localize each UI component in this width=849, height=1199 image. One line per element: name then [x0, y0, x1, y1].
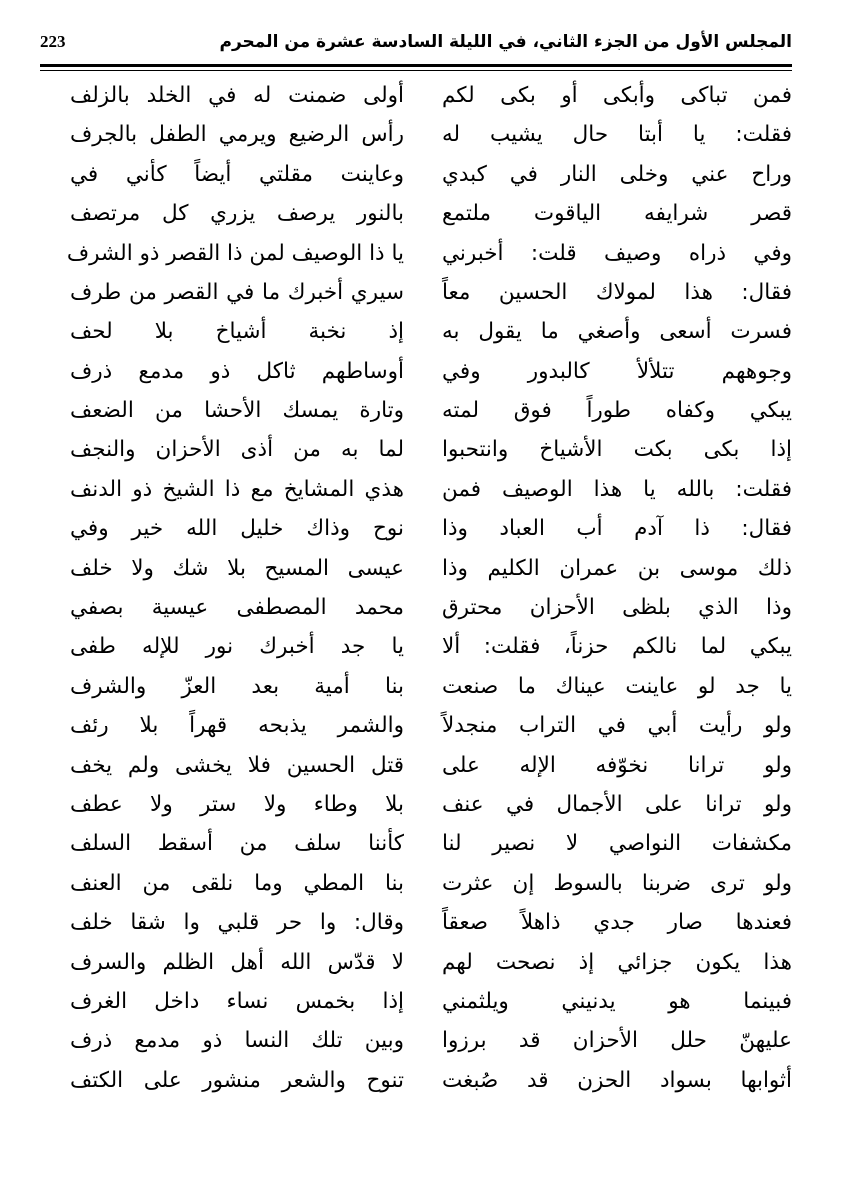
second-hemistich: أوساطهم ثاكل ذو مدمع ذرف — [70, 358, 404, 384]
second-hemistich: سيري أخبرك ما في القصر من طرف — [70, 279, 404, 305]
verse-line — [70, 1061, 792, 1100]
verse-line — [70, 746, 792, 785]
verse-line — [70, 785, 792, 824]
verse-line — [70, 824, 792, 863]
second-hemistich: بنا المطي وما نلقى من العنف — [70, 870, 404, 896]
verse-line — [70, 115, 792, 154]
second-hemistich: يا ذا الوصيف لمن ذا القصر ذو الشرف — [66, 240, 404, 266]
verse-line — [70, 273, 792, 312]
verse-line — [70, 982, 792, 1021]
second-hemistich: كأننا سلف من أسقط السلف — [70, 831, 404, 857]
poem-body — [66, 76, 792, 1100]
second-hemistich: هذي المشايخ مع ذا الشيخ ذو الدنف — [70, 476, 404, 502]
header-rule-thin — [40, 70, 792, 71]
first-hemistich: وذا الذي بلظى الأحزان محترق — [442, 595, 792, 621]
verse-line — [70, 667, 792, 706]
verse-line — [70, 391, 792, 430]
verse-line — [70, 509, 792, 548]
running-title: المجلس الأول من الجزء الثاني، في الليلة السادسة عشرة من المحرم — [219, 32, 792, 52]
first-hemistich: فقلت: يا أبتا حال يشيب له — [442, 122, 792, 148]
page-header — [40, 30, 792, 60]
second-hemistich: بلا وطاء ولا ستر ولا عطف — [70, 791, 404, 817]
second-hemistich: رأس الرضيع ويرمي الطفل بالجرف — [70, 122, 404, 148]
first-hemistich: ذلك موسى بن عمران الكليم وذا — [442, 555, 792, 581]
second-hemistich: وعاينت مقلتي أيضاً كأني في — [70, 161, 404, 187]
first-hemistich: فبينما هو يدنيني ويلثمني — [442, 988, 792, 1014]
second-hemistich: يا جد أخبرك نور للإله طفى — [70, 634, 404, 660]
first-hemistich: وراح عني وخلى النار في كبدي — [442, 161, 792, 187]
first-hemistich: عليهنّ حلل الأحزان قد برزوا — [442, 1028, 792, 1054]
verse-line — [70, 431, 792, 470]
verse-line — [70, 903, 792, 942]
first-hemistich: فعندها صار جدي ذاهلاً صعقاً — [442, 910, 792, 936]
first-hemistich: يبكي لما نالكم حزناً، فقلت: ألا — [442, 634, 792, 660]
second-hemistich: بالنور يرصف يزري كل مرتصف — [70, 201, 404, 227]
first-hemistich: فقال: ذا آدم أب العباد وذا — [442, 516, 792, 542]
first-hemistich: أثوابها بسواد الحزن قد صُبغت — [442, 1067, 792, 1093]
first-hemistich: مكشفات النواصي لا نصير لنا — [442, 831, 792, 857]
first-hemistich: ولو ترى ضربنا بالسوط إن عثرت — [442, 870, 792, 896]
second-hemistich: تنوح والشعر منشور على الكتف — [70, 1067, 404, 1093]
verse-line — [70, 312, 792, 351]
verse-line — [70, 76, 792, 115]
verse-line — [70, 549, 792, 588]
second-hemistich: أولى ضمنت له في الخلد بالزلف — [70, 82, 404, 108]
verse-line — [66, 234, 792, 273]
first-hemistich: ولو ترانا على الأجمال في عنف — [442, 791, 792, 817]
first-hemistich: فقال: هذا لمولاك الحسين معاً — [442, 279, 792, 305]
second-hemistich: وتارة يمسك الأحشا من الضعف — [70, 398, 404, 424]
verse-line — [70, 1021, 792, 1060]
second-hemistich: إذا بخمس نساء داخل الغرف — [70, 988, 404, 1014]
verse-line — [70, 194, 792, 233]
first-hemistich: وفي ذراه وصيف قلت: أخبرني — [442, 240, 792, 266]
first-hemistich: إذا بكى بكت الأشياخ وانتحبوا — [442, 437, 792, 463]
verse-line — [70, 943, 792, 982]
second-hemistich: والشمر يذبحه قهراً بلا رئف — [70, 713, 404, 739]
page-number: 223 — [40, 32, 66, 51]
first-hemistich: ولو ترانا نخوّفه الإله على — [442, 752, 792, 778]
verse-line — [70, 706, 792, 745]
verse-line — [70, 155, 792, 194]
header-rule-thick — [40, 64, 792, 67]
first-hemistich: وجوههم تتلألأ كالبدور وفي — [442, 358, 792, 384]
verse-line — [70, 588, 792, 627]
verse-line — [70, 627, 792, 666]
first-hemistich: يا جد لو عاينت عيناك ما صنعت — [442, 673, 792, 699]
verse-line — [70, 470, 792, 509]
first-hemistich: فمن تباكى وأبكى أو بكى لكم — [442, 82, 792, 108]
second-hemistich: بنا أمية بعد العزّ والشرف — [70, 673, 404, 699]
first-hemistich: فسرت أسعى وأصغي ما يقول به — [442, 319, 792, 345]
second-hemistich: نوح وذاك خليل الله خير وفي — [70, 516, 404, 542]
second-hemistich: عيسى المسيح بلا شك ولا خلف — [70, 555, 404, 581]
second-hemistich: وقال: وا حر قلبي وا شقا خلف — [70, 910, 404, 936]
first-hemistich: فقلت: بالله يا هذا الوصيف فمن — [442, 476, 792, 502]
second-hemistich: لما به من أذى الأحزان والنجف — [70, 437, 404, 463]
second-hemistich: إذ نخبة أشياخ بلا لحف — [70, 319, 404, 345]
first-hemistich: ولو رأيت أبي في التراب منجدلاً — [442, 713, 792, 739]
first-hemistich: يبكي وكفاه طوراً فوق لمته — [442, 398, 792, 424]
first-hemistich: قصر شرايفه الياقوت ملتمع — [442, 201, 792, 227]
second-hemistich: لا قدّس الله أهل الظلم والسرف — [70, 949, 404, 975]
second-hemistich: وبين تلك النسا ذو مدمع ذرف — [70, 1028, 404, 1054]
first-hemistich: هذا يكون جزائي إذ نصحت لهم — [442, 949, 792, 975]
verse-line — [70, 352, 792, 391]
second-hemistich: قتل الحسين فلا يخشى ولم يخف — [70, 752, 404, 778]
verse-line — [70, 864, 792, 903]
second-hemistich: محمد المصطفى عيسية بصفي — [70, 595, 404, 621]
